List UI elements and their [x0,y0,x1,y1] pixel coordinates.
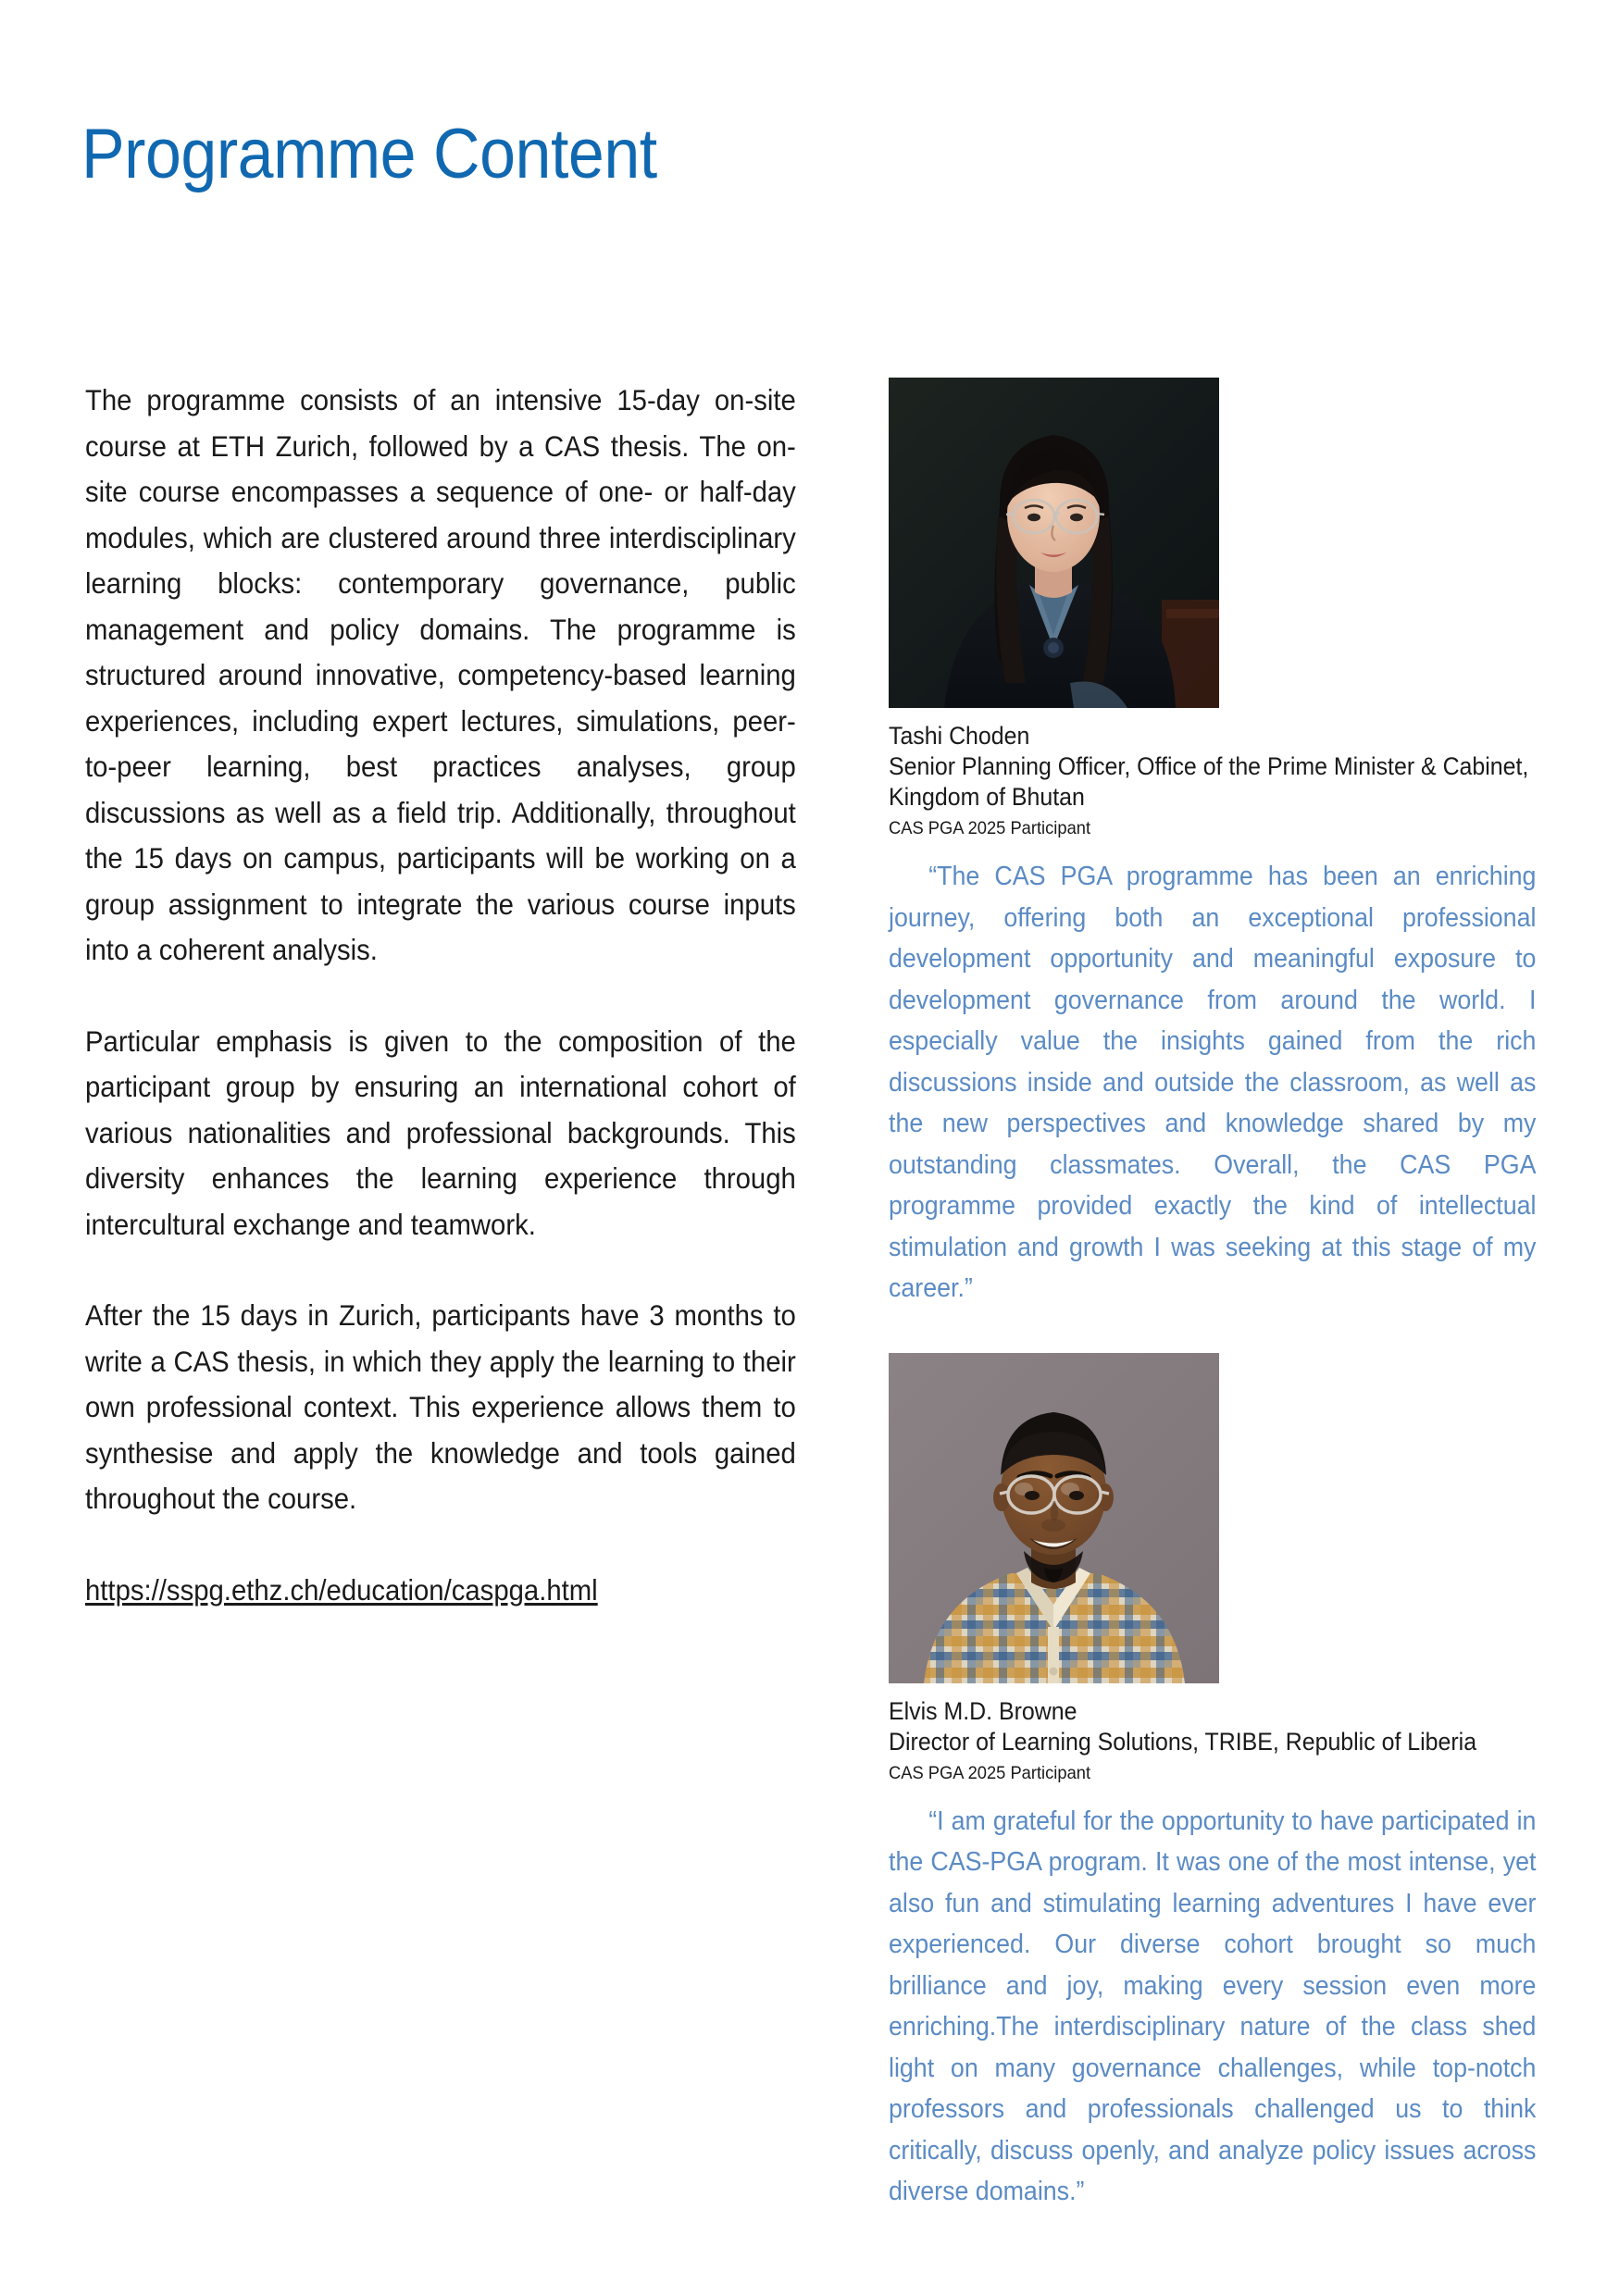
programme-url-link[interactable]: https://sspg.ethz.ch/education/caspga.html [85,1572,598,1607]
portrait-photo-tashi-choden [889,378,1219,708]
testimonial-card [889,378,1537,1309]
testimonial-cohort-tag: CAS PGA 2025 Participant [889,1762,1091,1783]
portrait-photo-elvis-browne [889,1353,1219,1683]
body-paragraph-2: Particular emphasis is given to the composition of the participant group by ensuring an international cohort of various nationalities and professional backgrounds. This diversity enhances the learning experience through intercultural exchange and teamwork. [85,1024,796,1241]
right-testimonial-column [889,378,1537,2213]
testimonial-quote: “The CAS PGA programme has been an enriching journey, offering both an exceptional professional development opportunity and meaningful exposure to development governance from around the world. I especially value the insights gained from the rich discussions inside and outside the classroom, as well as the new perspectives and knowledge shared by my outstanding classmates. Overall, the CAS PGA programme provided exactly the kind of intellectual stimulation and growth I was seeking at this stage of my career.” [889,862,1537,1303]
testimonial-quote: “I am grateful for the opportunity to have participated in the CAS-PGA program. It was one of the most intense, yet also fun and stimulating learning adventures I have ever experienced. Our diverse cohort brought so much brilliance and joy, making every session even more enriching.The interdisciplinary nature of the class shed light on many governance challenges, while top-notch professors and professionals challenged us to think critically, discuss openly, and analyze policy issues across diverse domains.” [889,1806,1537,2206]
testimonial-spacer [889,1309,1537,1353]
testimonial-role: Senior Planning Officer, Office of the Prime Minister & Cabinet, Kingdom of Bhutan [889,752,1529,811]
portrait-illustration [889,378,1219,708]
testimonial-role: Director of Learning Solutions, TRIBE, Republic of Liberia [889,1727,1477,1756]
testimonial-cohort-tag: CAS PGA 2025 Participant [889,818,1091,838]
testimonial-name: Tashi Choden [889,722,1030,750]
body-paragraph-3: After the 15 days in Zurich, participants have 3 months to write a CAS thesis, in which they apply the learning to their own professional context. This experience allows them to synthesise and apply the knowledge and tools gained throughout the course. [85,1298,796,1515]
portrait-illustration [889,1353,1219,1683]
testimonial-card [889,1353,1537,2213]
left-text-column [85,378,796,1613]
testimonial-name: Elvis M.D. Browne [889,1696,1077,1725]
page-title: Programme Content [81,114,657,193]
body-paragraph-1: The programme consists of an intensive 15-day on-site course at ETH Zurich, followed by a CAS thesis. The on-site course encompasses a sequence of one- or half-day modules, which are clustered around three interdisciplinary learning blocks: contemporary governance, public management and policy domains. The programme is structured around innovative, competency-based learning experiences, including expert lectures, simulations, peer-to-peer learning, best practices analyses, group discussions as well as a field trip. Additionally, throughout the 15 days on campus, participants will be working on a group assignment to integrate the various course inputs into a coherent analysis. [85,383,796,966]
